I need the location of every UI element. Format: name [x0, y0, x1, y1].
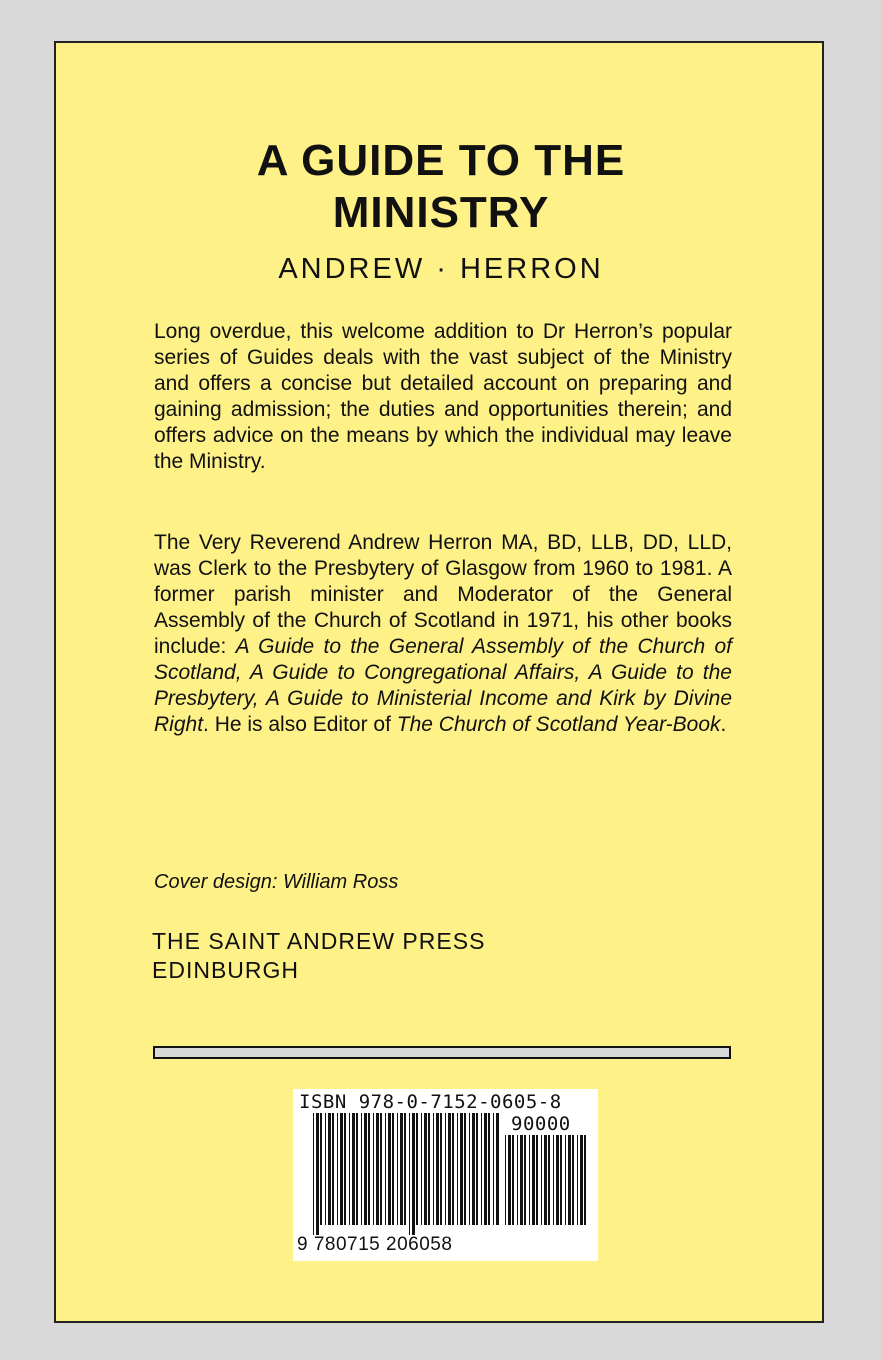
- title-line-1: A GUIDE TO THE: [256, 136, 626, 185]
- publisher-block: [152, 927, 485, 985]
- barcode-bar: [565, 1135, 566, 1225]
- barcode-bar: [488, 1113, 490, 1225]
- barcode-bar: [421, 1113, 422, 1225]
- barcode-bar: [325, 1113, 326, 1225]
- barcode-bar: [356, 1113, 358, 1225]
- barcode-bar: [376, 1113, 379, 1225]
- barcode-bar: [373, 1113, 374, 1225]
- barcode-bar: [508, 1135, 511, 1225]
- barcode-bar: [584, 1135, 586, 1225]
- barcode-bar: [517, 1135, 518, 1225]
- barcode-bar: [433, 1113, 434, 1225]
- barcode-bar: [493, 1113, 494, 1225]
- barcode-bar: [392, 1113, 394, 1225]
- author-bio-paragraph: [154, 530, 732, 738]
- barcode-bar: [496, 1113, 499, 1225]
- barcode-bar: [416, 1113, 418, 1225]
- barcode-bar: [520, 1135, 523, 1225]
- barcode-bar: [340, 1113, 343, 1225]
- book-title: [56, 135, 826, 239]
- barcode-bar: [428, 1113, 430, 1225]
- barcode-bar: [476, 1113, 478, 1225]
- barcode-bar: [332, 1113, 334, 1225]
- author-name: ANDREW · HERRON: [278, 253, 604, 285]
- barcode-bar: [385, 1113, 386, 1225]
- barcode-bar: [316, 1113, 319, 1235]
- bio-intro: The Very Reverend Andrew Herron MA, BD, LLB, DD, LLD, was Clerk to the Presbytery of Glasgow from 1960 to 1981. A former parish minister and Moderator of the General Assembly of the Church of Scotland in 1971, his other books include:: [154, 531, 732, 658]
- bio-mid: . He is also Editor of: [203, 713, 397, 736]
- barcode-bar: [440, 1113, 442, 1225]
- divider-bar: [153, 1046, 731, 1059]
- barcode-bar: [404, 1113, 406, 1225]
- barcode-bar: [400, 1113, 403, 1225]
- publisher-name: THE SAINT ANDREW PRESS: [152, 928, 486, 954]
- barcode-bar: [337, 1113, 338, 1225]
- barcode-bar: [397, 1113, 398, 1225]
- barcode-bar: [361, 1113, 362, 1225]
- barcode-bar: [472, 1113, 475, 1225]
- barcode-bar: [572, 1135, 574, 1225]
- ean-barcode-bars: [313, 1113, 499, 1235]
- barcode-bar: [388, 1113, 391, 1225]
- barcode-bar: [368, 1113, 370, 1225]
- barcode-bar: [544, 1135, 547, 1225]
- barcode-bar: [409, 1113, 410, 1235]
- addon-barcode-bars: [505, 1135, 589, 1235]
- barcode-bar: [505, 1135, 506, 1225]
- barcode-bar: [481, 1113, 482, 1225]
- barcode-bar: [380, 1113, 382, 1225]
- barcode-bar: [349, 1113, 350, 1225]
- barcode-bar: [464, 1113, 466, 1225]
- barcode-bar: [445, 1113, 446, 1225]
- barcode-bar: [541, 1135, 542, 1225]
- title-line-2: MINISTRY: [332, 188, 550, 237]
- barcode-bar: [532, 1135, 535, 1225]
- barcode-bar: [556, 1135, 559, 1225]
- barcode-bar: [568, 1135, 571, 1225]
- barcode-bar: [320, 1113, 322, 1225]
- barcode-bar: [452, 1113, 454, 1225]
- bio-editor-title: The Church of Scotland Year-Book: [396, 713, 721, 736]
- barcode-bar: [536, 1135, 538, 1225]
- barcode-bar: [548, 1135, 550, 1225]
- barcode-bar: [457, 1113, 458, 1225]
- barcode-bar: [524, 1135, 526, 1225]
- barcode-bar: [313, 1113, 314, 1235]
- bio-end: .: [720, 713, 727, 736]
- barcode-bar: [412, 1113, 415, 1235]
- blurb-paragraph: Long overdue, this welcome addition to Dr Herron’s popular series of Guides deals with the vast subject of the Ministry and offers a concise but detailed account on preparing and gaining admission; the duties and opportunities therein; and offers advice on the means by which the individual may leave the Ministry.: [154, 320, 732, 473]
- barcode-bar: [344, 1113, 346, 1225]
- barcode-bar: [328, 1113, 331, 1225]
- barcode-bar: [469, 1113, 470, 1225]
- barcode-bar: [560, 1135, 562, 1225]
- barcode-bar: [460, 1113, 463, 1225]
- barcode-bar: [512, 1135, 514, 1225]
- barcode-bar: [448, 1113, 451, 1225]
- back-cover: [54, 41, 824, 1323]
- barcode-bar: [424, 1113, 427, 1225]
- barcode-bar: [577, 1135, 578, 1225]
- ean-digits: 9 780715 206058: [297, 1234, 453, 1255]
- bio-books-list: A Guide to the General Assembly of the Church of Scotland, A Guide to Congregational Affairs, A Guide to the Presbytery, A Guide to Ministerial Income and Kirk by Divine Right: [154, 635, 733, 736]
- barcode-bar: [580, 1135, 583, 1225]
- barcode-bar: [436, 1113, 439, 1225]
- barcode-bar: [364, 1113, 367, 1225]
- cover-design-credit: Cover design: William Ross: [154, 871, 399, 893]
- addon-code: 90000: [511, 1113, 571, 1135]
- barcode-bar: [529, 1135, 530, 1225]
- barcode-label: [293, 1089, 598, 1261]
- isbn-text: ISBN 978-0-7152-0605-8: [299, 1091, 562, 1113]
- publisher-city: EDINBURGH: [152, 957, 300, 983]
- barcode-bar: [484, 1113, 487, 1225]
- barcode-bar: [553, 1135, 554, 1225]
- barcode-bar: [352, 1113, 355, 1225]
